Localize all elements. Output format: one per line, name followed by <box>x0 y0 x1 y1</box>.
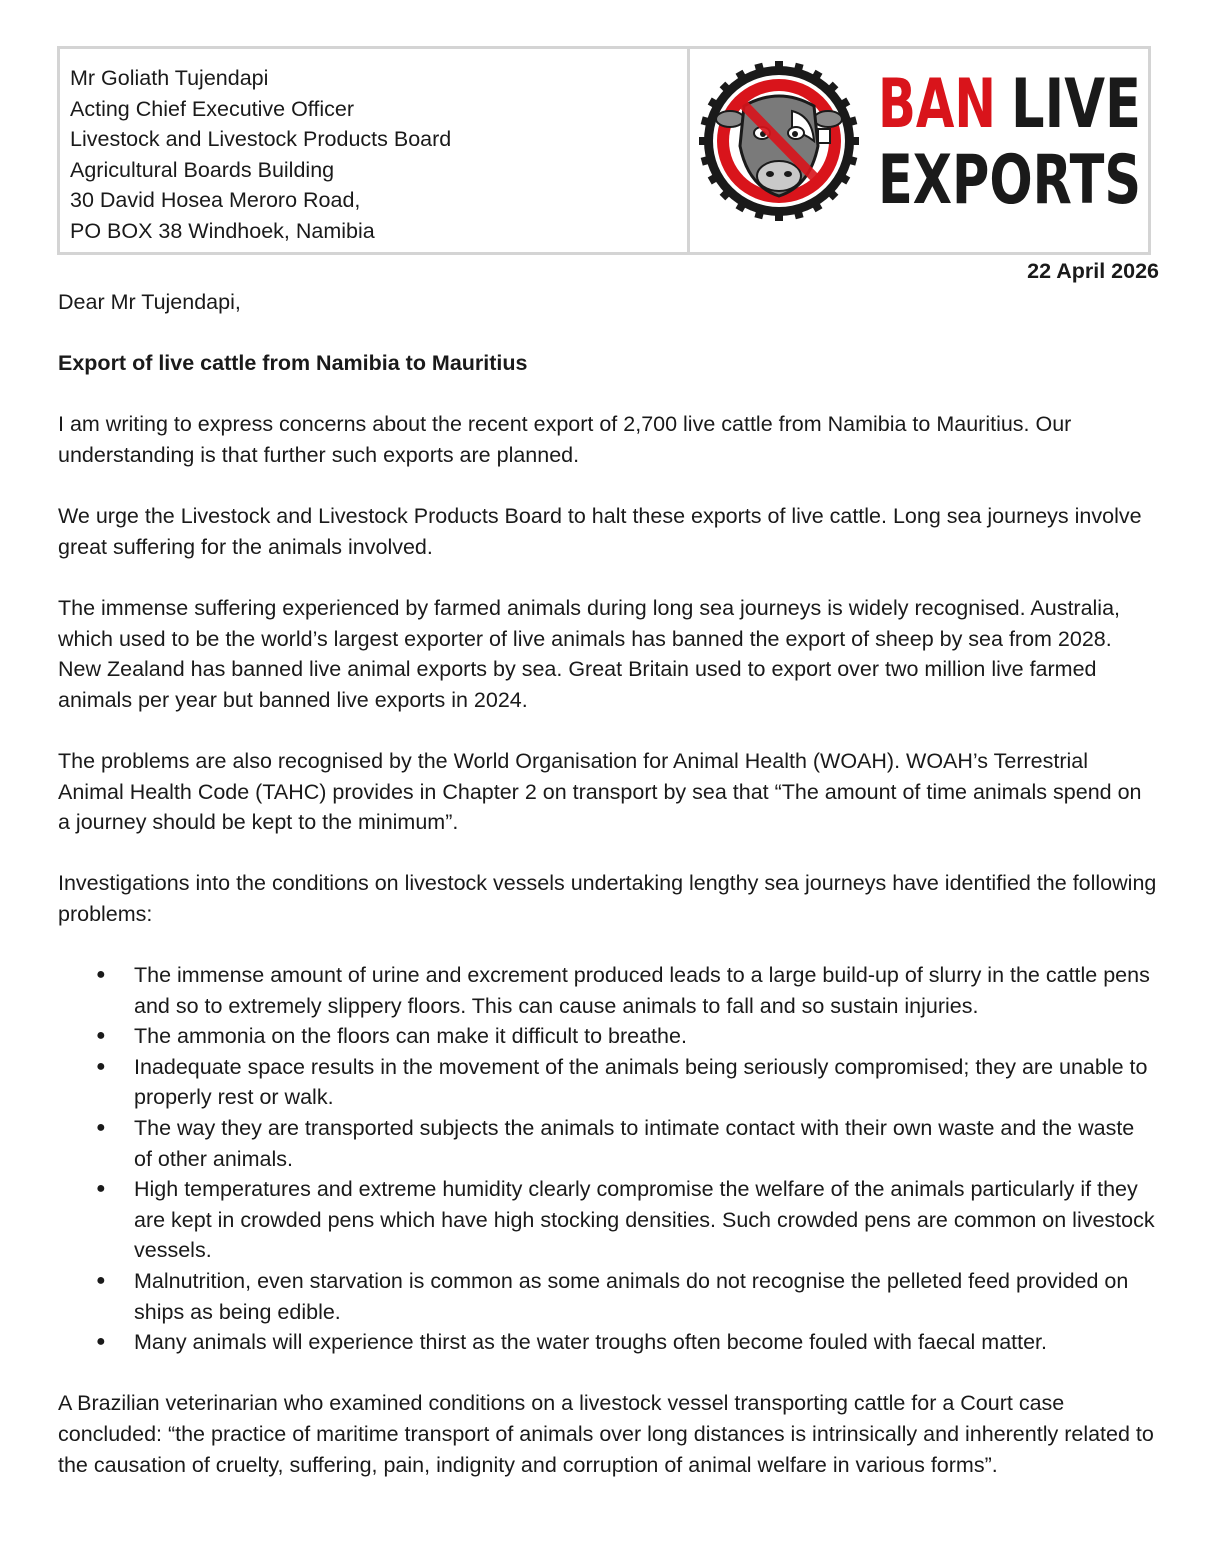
list-item <box>96 1113 1158 1174</box>
list-item-text: Malnutrition, even starvation is common as some animals do not recognise the pelleted feed provided on ships as being edible. <box>134 1269 1129 1324</box>
list-item <box>96 1174 1158 1266</box>
address-line-street: 30 David Hosea Meroro Road, <box>70 188 361 213</box>
logo-word-ban: BAN <box>878 65 996 144</box>
list-item <box>96 960 1158 1021</box>
list-item-text: Inadequate space results in the movement of the animals being seriously compromised; they are unable to properly rest or walk. <box>134 1054 1148 1110</box>
subject-line: Export of live cattle from Namibia to Mauritius <box>58 351 528 376</box>
list-item <box>96 1021 1158 1052</box>
list-item-text: The ammonia on the floors can make it difficult to breathe. <box>134 1024 687 1049</box>
bullet-icon: ● <box>96 1057 106 1075</box>
paragraph-3: The immense suffering experienced by farmed animals during long sea journeys is widely recognised. Australia, which used to be the world’s largest exporter of live animals has banned the export of sheep by sea from 2028. New Zealand has banned live animal exports by sea. Great Britain used to export over two million live farmed animals per year but banned live exports in 2024. <box>58 595 1121 712</box>
ban-live-exports-logo <box>700 61 1145 221</box>
problems-list <box>58 960 1158 1358</box>
address-line-title: Acting Chief Executive Officer <box>70 96 355 121</box>
logo-cell <box>690 49 1148 252</box>
address-line-name: Mr Goliath Tujendapi <box>70 66 269 90</box>
paragraph-4: The problems are also recognised by the World Organisation for Animal Health (WOAH). WOAH’s Terrestrial Animal Health Code (TAHC) provides in Chapter 2 on transport by sea that “The amount of time animals spend on a journey should be kept to the minimum”. <box>58 748 1142 835</box>
address-line-city: PO BOX 38 Windhoek, Namibia <box>70 218 375 243</box>
list-item-text: High temperatures and extreme humidity clearly compromise the welfare of the animals particularly if they are kept in crowded pens which have high stocking densities. Such crowded pens are common on livestock vessels. <box>134 1177 1155 1263</box>
bullet-icon: ● <box>96 1119 106 1137</box>
address-line-building: Agricultural Boards Building <box>70 157 335 182</box>
paragraph-5: Investigations into the conditions on livestock vessels undertaking lengthy sea journeys have identified the following problems: <box>58 871 1157 926</box>
logo-word-exports: EXPORTS <box>878 141 1141 220</box>
list-item-text: The immense amount of urine and excrement produced leads to a large build-up of slurry in the cattle pens and so to extremely slippery floors. This can cause animals to fall and so sustain injuries. <box>134 963 1150 1018</box>
letter-date: 22 April 2026 <box>1027 259 1159 283</box>
paragraph-1: I am writing to express concerns about the recent export of 2,700 live cattle from Namibia to Mauritius. Our understanding is that further such exports are planned. <box>58 412 1072 467</box>
salutation: Dear Mr Tujendapi, <box>58 290 241 314</box>
list-item <box>96 1327 1158 1358</box>
paragraph-6: A Brazilian veterinarian who examined conditions on a livestock vessel transporting cattle for a Court case concluded: “the practice of maritime transport of animals over long distances is intrinsically and inherently related to the causation of cruelty, suffering, pain, indignity and corruption of animal welfare in various forms”. <box>58 1391 1154 1477</box>
bullet-icon: ● <box>96 1333 106 1351</box>
recipient-address <box>60 49 690 252</box>
bullet-icon: ● <box>96 1180 106 1198</box>
letterhead-table <box>57 46 1151 255</box>
list-item <box>96 1052 1158 1113</box>
cow-no-sign-icon <box>699 61 859 221</box>
letter-body <box>58 287 1158 1511</box>
list-item-text: Many animals will experience thirst as the water troughs often become fouled with faecal matter. <box>134 1330 1048 1355</box>
paragraph-2: We urge the Livestock and Livestock Products Board to halt these exports of live cattle. Long sea journeys involve great suffering for the animals involved. <box>58 504 1142 559</box>
bullet-icon: ● <box>96 966 106 984</box>
address-line-organisation: Livestock and Livestock Products Board <box>70 127 452 152</box>
list-item <box>96 1266 1158 1327</box>
bullet-icon: ● <box>96 1272 106 1289</box>
logo-word-live: LIVE <box>1011 65 1141 144</box>
bullet-icon: ● <box>96 1027 106 1045</box>
list-item-text: The way they are transported subjects the animals to intimate contact with their own waste and the waste of other animals. <box>134 1116 1135 1171</box>
